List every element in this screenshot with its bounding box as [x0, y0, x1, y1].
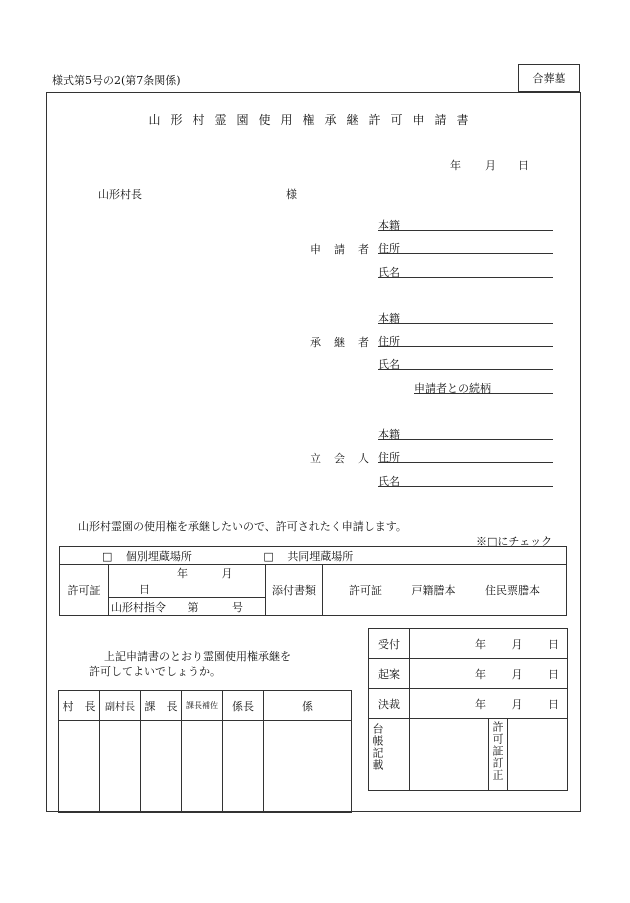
applicant-honseki-label: 本籍 — [378, 219, 400, 232]
permit-correction-cell[interactable] — [508, 719, 568, 791]
form-title: 山形村霊園使用権承継許可申請書 — [148, 113, 479, 127]
application-statement: 山形村霊園の使用権を承継したいので、許可されたく申請します。 — [78, 520, 407, 533]
approval-text-line2: 許可してよいでしょうか。 — [89, 665, 221, 678]
permit-designation: 山形村指令 — [111, 600, 166, 614]
stamp-cell[interactable] — [59, 721, 100, 813]
witness-honseki-field[interactable] — [378, 426, 553, 440]
permit-label: 許可証 — [60, 565, 109, 616]
approver-deputy: 副村長 — [100, 691, 141, 721]
check-note: ※□にチェック — [476, 535, 553, 548]
witness-honseki-label: 本籍 — [378, 428, 400, 441]
successor-address-field[interactable] — [378, 333, 553, 347]
stamp-cell[interactable] — [182, 721, 223, 813]
applicant-address-label: 住所 — [378, 242, 400, 255]
received-year: 年 — [475, 637, 486, 651]
drafted-label: 起案 — [369, 659, 410, 689]
successor-honseki-field[interactable] — [378, 310, 553, 324]
approver-section-chief: 課 長 — [141, 691, 182, 721]
permit-year: 年 — [177, 567, 188, 580]
witness-address-field[interactable] — [378, 449, 553, 463]
ledger-cell[interactable] — [410, 719, 489, 791]
applicant-name-label: 氏名 — [378, 266, 400, 279]
witness-name-field[interactable] — [378, 473, 553, 487]
permit-correction-label: 許可証訂正 — [491, 721, 504, 781]
received-label: 受付 — [369, 629, 410, 659]
applicant-name-field[interactable] — [378, 264, 553, 278]
successor-name-field[interactable] — [378, 356, 553, 370]
attachment-koseki: 戸籍謄本 — [411, 584, 456, 597]
addressee-name: 山形村長 — [98, 188, 142, 201]
received-month: 月 — [511, 637, 523, 651]
stamp-cell[interactable] — [100, 721, 141, 813]
date-day: 日 — [518, 159, 529, 172]
successor-address-label: 住所 — [378, 335, 400, 348]
witness-label: 立会人 — [310, 452, 382, 465]
successor-name-label: 氏名 — [378, 358, 400, 371]
processing-table — [368, 628, 568, 791]
stamp-cell[interactable] — [264, 721, 352, 813]
successor-label: 承継者 — [310, 336, 382, 349]
stamp-cell[interactable] — [141, 721, 182, 813]
drafted-day: 日 — [548, 667, 559, 681]
approver-staff: 係 — [264, 691, 352, 721]
permit-dai: 第 — [187, 600, 199, 614]
received-day: 日 — [548, 637, 559, 651]
permit-gou: 号 — [232, 600, 243, 614]
attachments-label: 添付書類 — [266, 565, 323, 616]
drafted-year: 年 — [475, 667, 486, 681]
burial-permit-table — [59, 546, 567, 616]
successor-relation-label: 申請者との続柄 — [414, 382, 491, 395]
shared-burial-label: 共同埋蔵場所 — [287, 549, 354, 563]
addressee-honorific: 様 — [286, 188, 297, 201]
individual-checkbox[interactable]: □ — [102, 549, 113, 563]
approver-stamp-table — [58, 690, 352, 813]
witness-name-label: 氏名 — [378, 475, 400, 488]
category-tag: 合葬墓 — [518, 64, 580, 92]
approver-village-head: 村 長 — [59, 691, 100, 721]
individual-burial-label: 個別埋蔵場所 — [125, 549, 192, 563]
approved-year: 年 — [475, 697, 486, 711]
form-number: 様式第5号の2(第7条関係) — [52, 74, 181, 87]
approved-day: 日 — [548, 697, 559, 711]
permit-month: 月 — [221, 567, 233, 580]
approver-subsection-chief: 係長 — [223, 691, 264, 721]
applicant-label: 申請者 — [310, 243, 382, 256]
approved-month: 月 — [511, 697, 523, 711]
ledger-label: 台帳記載 — [371, 723, 384, 771]
drafted-month: 月 — [511, 667, 523, 681]
approval-text-line1: 上記申請書のとおり霊園使用権承継を — [104, 650, 291, 663]
stamp-cell[interactable] — [223, 721, 264, 813]
permit-day: 日 — [139, 583, 150, 596]
attachment-permit: 許可証 — [349, 584, 382, 597]
approver-assistant-chief: 課長補佐 — [182, 691, 223, 721]
applicant-address-field[interactable] — [378, 240, 553, 254]
successor-relation-field[interactable] — [414, 380, 553, 394]
successor-honseki-label: 本籍 — [378, 312, 400, 325]
applicant-honseki-field[interactable] — [378, 217, 553, 231]
date-year: 年 — [450, 159, 461, 172]
attachment-juminhyo: 住民票謄本 — [485, 584, 540, 597]
date-month: 月 — [485, 159, 496, 172]
witness-address-label: 住所 — [378, 451, 400, 464]
approved-label: 決裁 — [369, 689, 410, 719]
shared-checkbox[interactable]: □ — [263, 549, 274, 563]
